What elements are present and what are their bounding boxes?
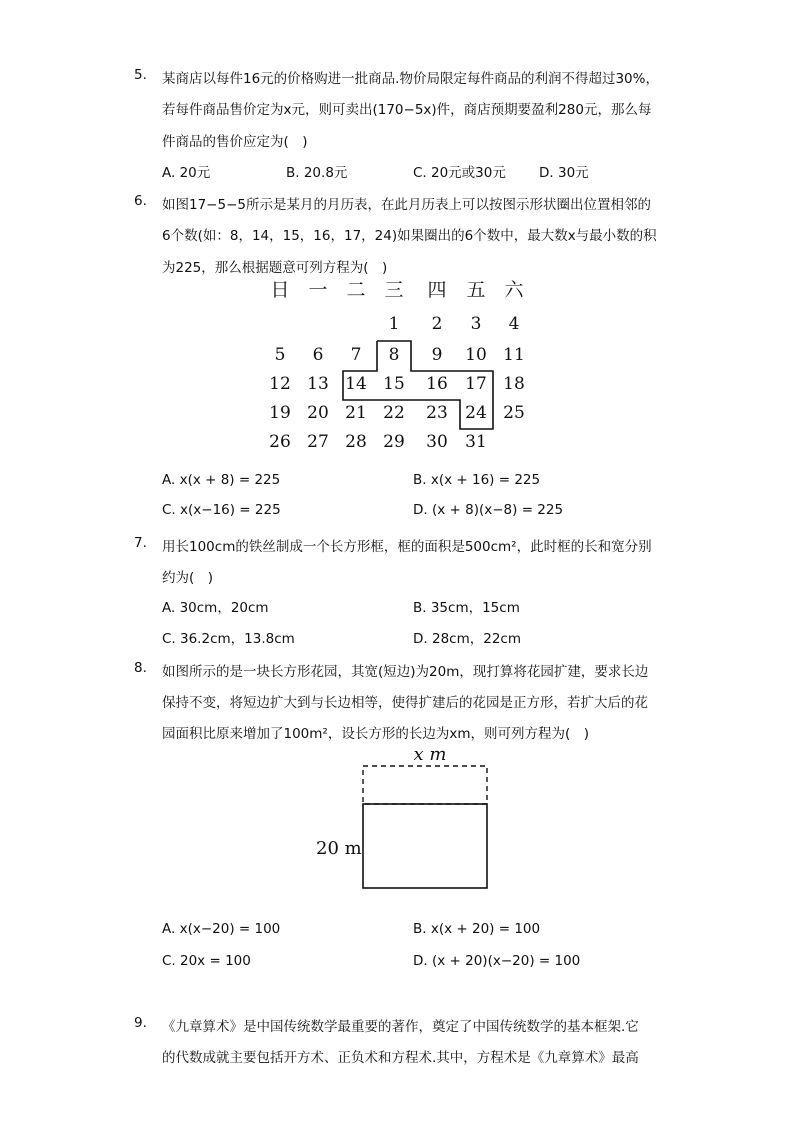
calendar-day: 22 bbox=[383, 403, 405, 423]
question-text-line: 如图所示的是一块长方形花园，其宽(短边)为20m，现打算将花园扩建，要求长边 bbox=[162, 664, 649, 680]
question-text-line: 《九章算术》是中国传统数学最重要的著作，奠定了中国传统数学的基本框架.它 bbox=[162, 1019, 639, 1035]
question-text-line: 6个数(如：8，14，15，16，17，24)如果圈出的6个数中，最大数x与最小数的积 bbox=[162, 228, 657, 244]
calendar-day: 7 bbox=[350, 345, 362, 365]
option-c[interactable]: C. x(x−16) = 225 bbox=[162, 502, 281, 518]
question-number: 7. bbox=[134, 535, 147, 551]
calendar-day: 16 bbox=[426, 374, 448, 394]
calendar-day: 10 bbox=[465, 345, 487, 365]
weekday-label: 一 bbox=[308, 279, 328, 301]
question-text-line: 某商店以每件16元的价格购进一批商品.物价局限定每件商品的利润不得超过30%， bbox=[162, 71, 659, 87]
option-a[interactable]: A. x(x + 8) = 225 bbox=[162, 472, 281, 488]
weekday-label: 五 bbox=[466, 279, 486, 301]
option-a[interactable]: A. 30cm，20cm bbox=[162, 600, 269, 616]
calendar-day: 21 bbox=[345, 403, 367, 423]
calendar-day: 2 bbox=[431, 314, 443, 334]
question-text-line: 为225，那么根据题意可列方程为( ) bbox=[162, 260, 388, 276]
option-b[interactable]: B. x(x + 20) = 100 bbox=[413, 921, 541, 937]
question-text-line: 的代数成就主要包括开方术、正负术和方程术.其中，方程术是《九章算术》最高 bbox=[162, 1050, 639, 1066]
question-text-line: 件商品的售价应定为( ) bbox=[162, 134, 308, 150]
option-b[interactable]: B. 20.8元 bbox=[286, 165, 348, 181]
calendar-day: 29 bbox=[383, 432, 405, 452]
calendar-day: 25 bbox=[503, 403, 525, 423]
question-text-line: 园面积比原来增加了100m²，设长方形的长边为xm，则可列方程为( ) bbox=[162, 726, 590, 742]
option-b[interactable]: B. x(x + 16) = 225 bbox=[413, 472, 541, 488]
option-d[interactable]: D. 30元 bbox=[539, 165, 589, 181]
option-c[interactable]: C. 20元或30元 bbox=[413, 165, 506, 181]
calendar-day: 28 bbox=[345, 432, 367, 452]
calendar-day: 3 bbox=[470, 314, 482, 334]
calendar-day: 19 bbox=[269, 403, 291, 423]
weekday-label: 四 bbox=[427, 279, 447, 301]
weekday-label: 日 bbox=[270, 279, 290, 301]
calendar-day: 6 bbox=[312, 345, 324, 365]
calendar-day: 15 bbox=[383, 374, 405, 394]
calendar-day: 30 bbox=[426, 432, 448, 452]
calendar-day: 8 bbox=[388, 345, 400, 365]
calendar-day: 13 bbox=[307, 374, 329, 394]
question-number: 6. bbox=[134, 193, 147, 209]
option-d[interactable]: D. (x + 20)(x−20) = 100 bbox=[413, 953, 581, 969]
question-text-line: 保持不变，将短边扩大到与长边相等，使得扩建后的花园是正方形，若扩大后的花 bbox=[162, 695, 648, 711]
calendar-day: 26 bbox=[269, 432, 291, 452]
weekday-label: 三 bbox=[384, 279, 404, 301]
calendar-figure bbox=[260, 274, 540, 458]
calendar-day: 31 bbox=[465, 432, 487, 452]
option-d[interactable]: D. (x + 8)(x−8) = 225 bbox=[413, 502, 564, 518]
calendar-day: 18 bbox=[503, 374, 525, 394]
side-width-label: 20 m bbox=[316, 838, 362, 859]
option-b[interactable]: B. 35cm，15cm bbox=[413, 600, 520, 616]
calendar-day: 12 bbox=[269, 374, 291, 394]
calendar-day: 11 bbox=[503, 345, 525, 365]
question-number: 5. bbox=[134, 67, 147, 83]
weekday-label: 二 bbox=[346, 279, 366, 301]
calendar-day: 27 bbox=[307, 432, 329, 452]
top-length-label: x m bbox=[413, 744, 447, 765]
question-text-line: 用长100cm的铁丝制成一个长方形框，框的面积是500cm²，此时框的长和宽分别 bbox=[162, 539, 652, 555]
garden-figure bbox=[300, 740, 510, 900]
question-text-line: 如图17−5−5所示是某月的月历表，在此月历表上可以按图示形状圈出位置相邻的 bbox=[162, 197, 651, 213]
question-text-line: 约为( ) bbox=[162, 570, 214, 586]
question-text-line: 若每件商品售价定为x元，则可卖出(170−5x)件，商店预期要盈利280元，那么每 bbox=[162, 102, 652, 118]
option-c[interactable]: C. 36.2cm，13.8cm bbox=[162, 631, 295, 647]
calendar-day: 20 bbox=[307, 403, 329, 423]
calendar-day: 1 bbox=[388, 314, 400, 334]
option-a[interactable]: A. x(x−20) = 100 bbox=[162, 921, 281, 937]
option-c[interactable]: C. 20x = 100 bbox=[162, 953, 251, 969]
question-number: 9. bbox=[134, 1015, 147, 1031]
option-a[interactable]: A. 20元 bbox=[162, 165, 211, 181]
question-number: 8. bbox=[134, 660, 147, 676]
calendar-day: 5 bbox=[274, 345, 286, 365]
calendar-day: 14 bbox=[345, 374, 367, 394]
calendar-day: 17 bbox=[465, 374, 487, 394]
original-garden bbox=[363, 804, 487, 888]
weekday-label: 六 bbox=[504, 279, 524, 301]
calendar-day: 23 bbox=[426, 403, 448, 423]
calendar-day: 4 bbox=[508, 314, 520, 334]
calendar-day: 9 bbox=[431, 345, 443, 365]
option-d[interactable]: D. 28cm，22cm bbox=[413, 631, 521, 647]
calendar-day: 24 bbox=[465, 403, 487, 423]
expansion-area bbox=[363, 766, 487, 804]
